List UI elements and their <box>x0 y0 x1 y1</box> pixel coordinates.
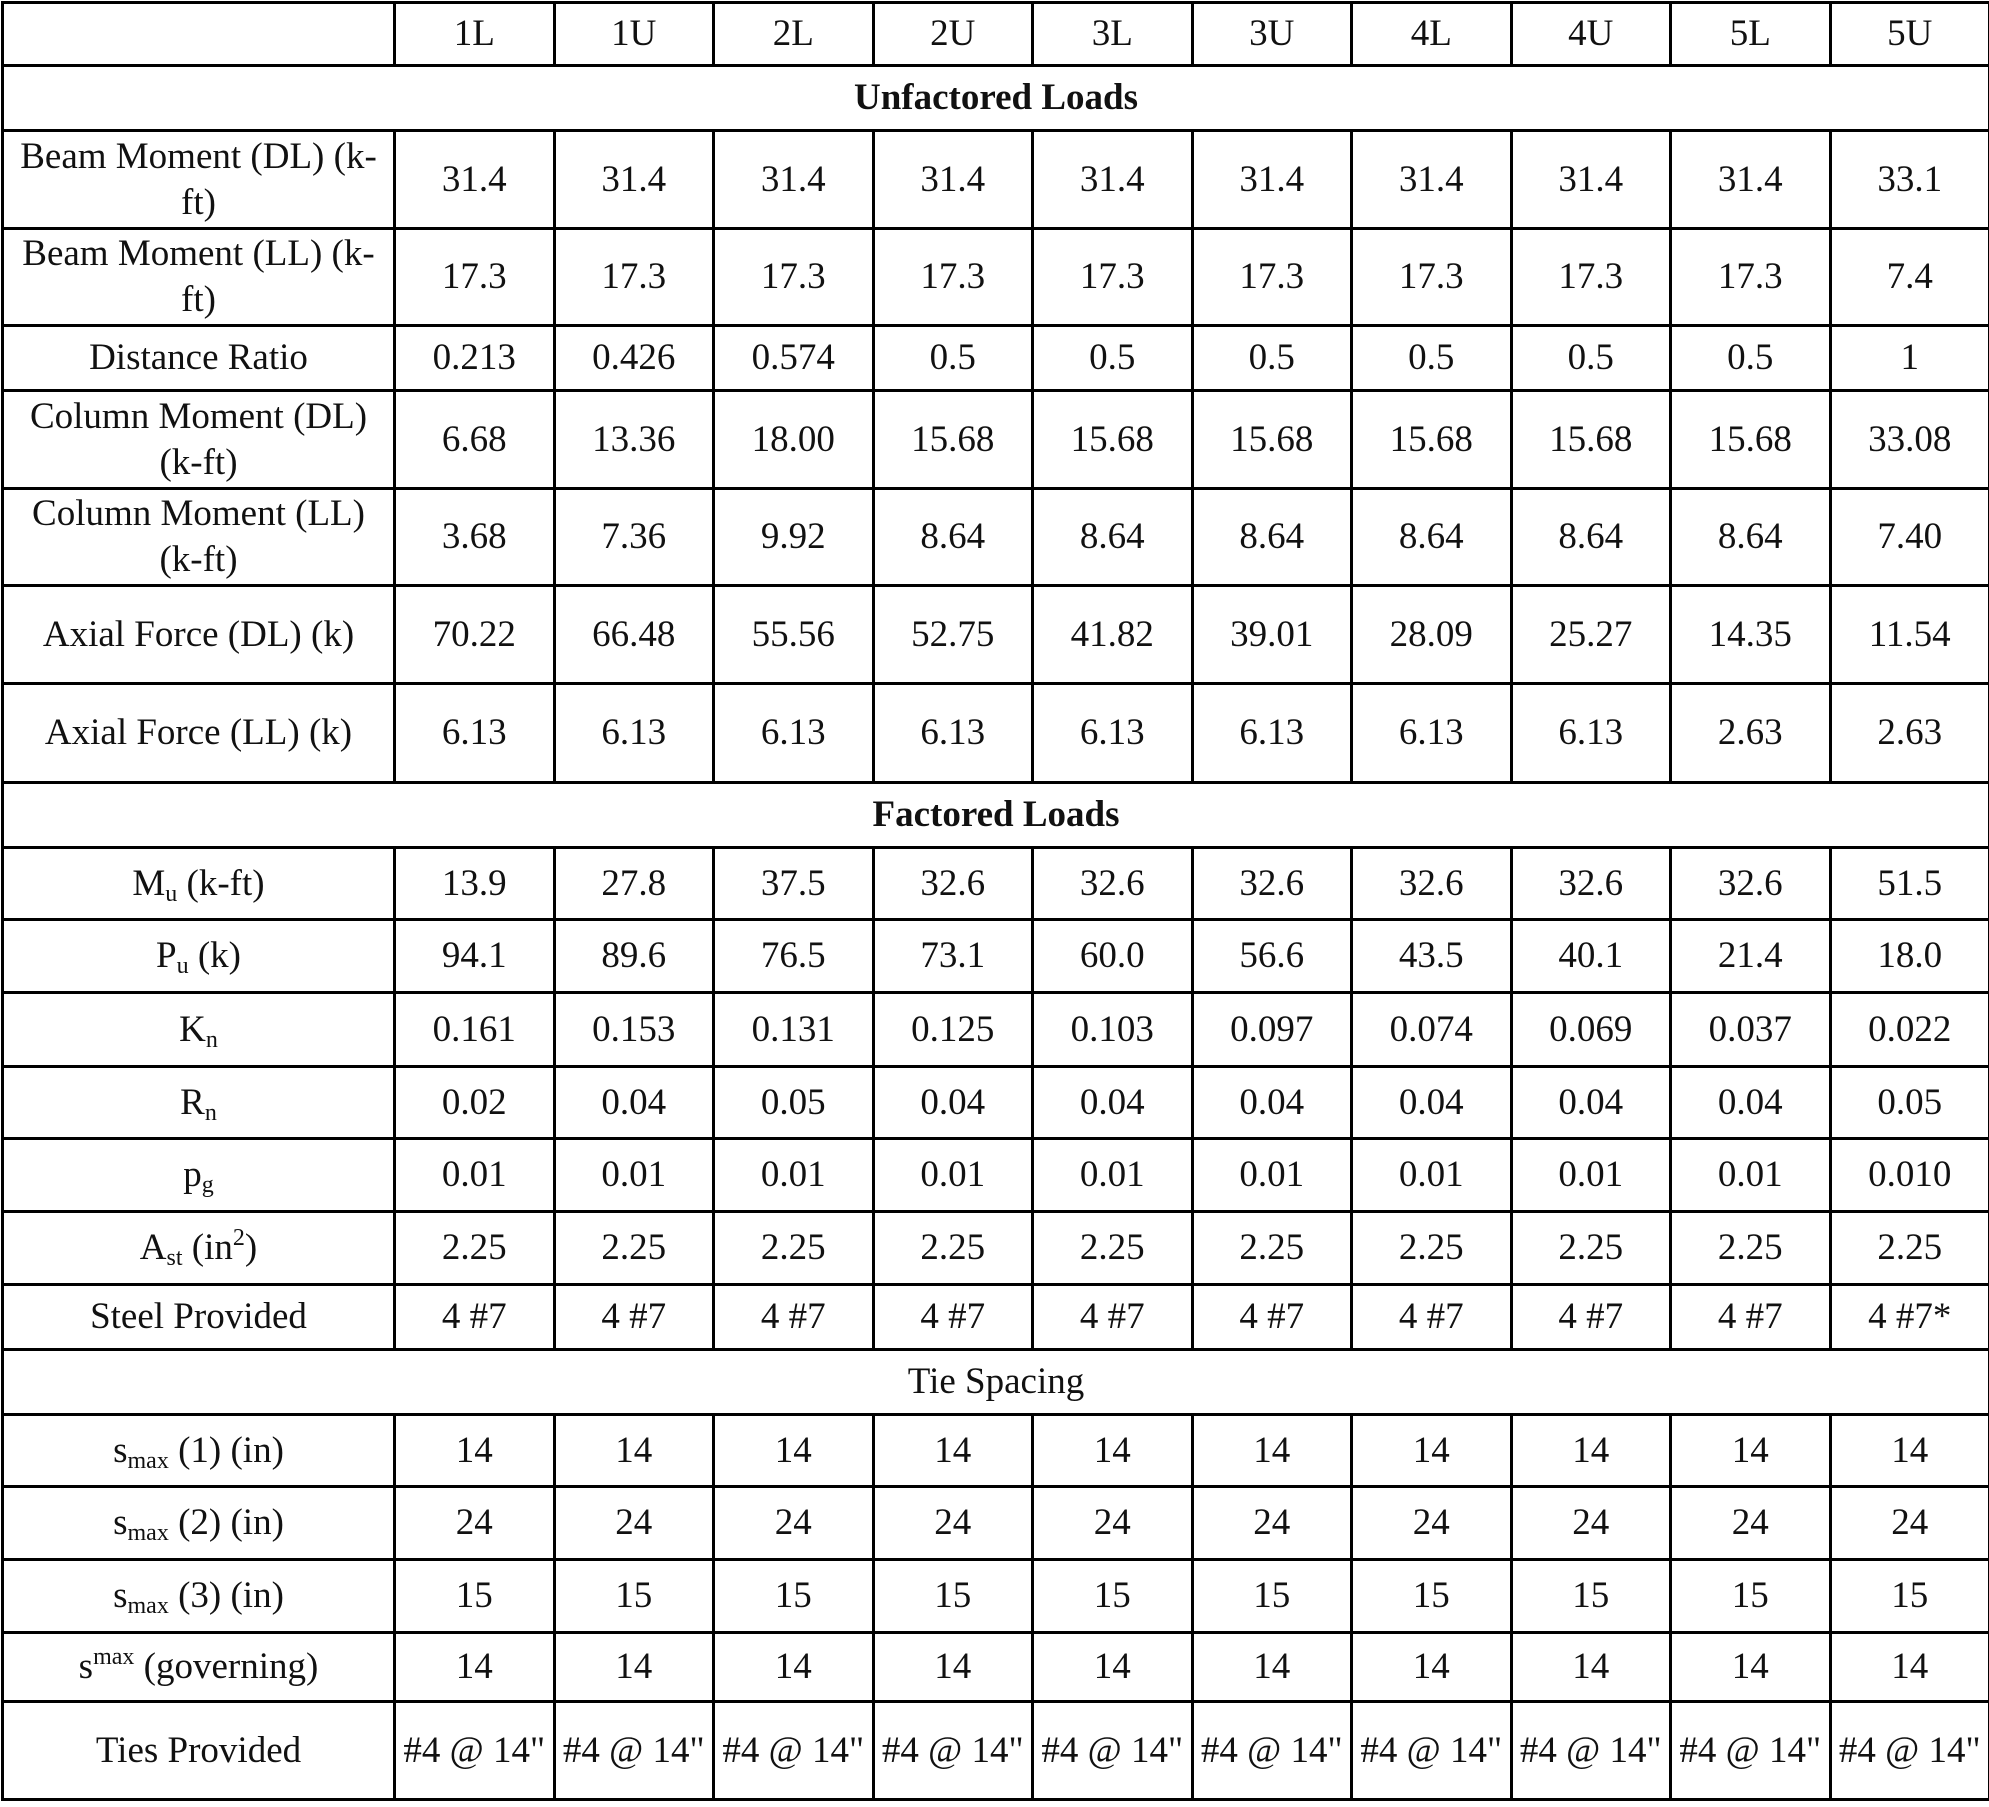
value-cell: 15 <box>1511 1560 1671 1633</box>
label-subscript: n <box>205 1026 218 1053</box>
label-subscript: u <box>165 880 178 907</box>
value-cell: 14 <box>1352 1415 1512 1487</box>
value-cell: 27.8 <box>554 848 714 920</box>
value-cell: 24 <box>1830 1487 1989 1560</box>
value-cell: 7.36 <box>554 489 714 586</box>
row-label: Column Moment (LL) (k-ft) <box>3 489 395 586</box>
value-cell: #4 @ 14" <box>1511 1702 1671 1800</box>
value-cell: 0.05 <box>714 1067 874 1139</box>
value-cell: 14 <box>1192 1415 1352 1487</box>
table-row-ast <box>3 1212 1989 1285</box>
value-cell: 6.13 <box>1033 684 1193 783</box>
value-cell: 2.25 <box>1352 1212 1512 1285</box>
table-row-ties <box>3 1702 1989 1800</box>
value-cell: 14 <box>873 1633 1033 1702</box>
value-cell: 15 <box>554 1560 714 1633</box>
label-superscript: max <box>93 1644 135 1670</box>
column-header: 4U <box>1511 3 1671 66</box>
label-unit: (3) (in) <box>168 1575 284 1616</box>
value-cell: 4 #7 <box>1671 1285 1831 1350</box>
value-cell: 15.68 <box>1671 391 1831 489</box>
row-label: Ties Provided <box>3 1702 395 1800</box>
value-cell: 2.25 <box>1192 1212 1352 1285</box>
value-cell: 14 <box>395 1633 555 1702</box>
value-cell: 2.25 <box>1511 1212 1671 1285</box>
value-cell: 4 #7 <box>1033 1285 1193 1350</box>
value-cell: 7.40 <box>1830 489 1989 586</box>
value-cell: #4 @ 14" <box>395 1702 555 1800</box>
value-cell: 60.0 <box>1033 920 1193 993</box>
value-cell: 43.5 <box>1352 920 1512 993</box>
value-cell: 51.5 <box>1830 848 1989 920</box>
value-cell: 6.13 <box>395 684 555 783</box>
label-symbol: P <box>156 935 177 976</box>
value-cell: 0.213 <box>395 326 555 391</box>
value-cell: 14 <box>1830 1633 1989 1702</box>
value-cell: 0.097 <box>1192 993 1352 1067</box>
table-row-axial-ll <box>3 684 1989 783</box>
section-heading: Unfactored Loads <box>3 66 1989 131</box>
table-row-smax2 <box>3 1487 1989 1560</box>
column-header: 2U <box>873 3 1033 66</box>
value-cell: 0.05 <box>1830 1067 1989 1139</box>
value-cell: 24 <box>1671 1487 1831 1560</box>
value-cell: 31.4 <box>1511 131 1671 229</box>
value-cell: 0.01 <box>554 1139 714 1212</box>
value-cell: 17.3 <box>1352 229 1512 326</box>
label-unit: (governing) <box>134 1646 319 1687</box>
value-cell: 14 <box>1830 1415 1989 1487</box>
label-symbol: p <box>183 1154 202 1195</box>
label-unit: (k) <box>188 935 241 976</box>
value-cell: 18.00 <box>714 391 874 489</box>
value-cell: 0.02 <box>395 1067 555 1139</box>
label-subscript: max <box>127 1520 169 1546</box>
column-header: 3L <box>1033 3 1193 66</box>
table-row-col-ll <box>3 489 1989 586</box>
value-cell: 33.08 <box>1830 391 1989 489</box>
value-cell: 15 <box>1033 1560 1193 1633</box>
value-cell: 15.68 <box>1511 391 1671 489</box>
section-row-ties <box>3 1350 1989 1415</box>
value-cell: 21.4 <box>1671 920 1831 993</box>
value-cell: 24 <box>1033 1487 1193 1560</box>
value-cell: 0.01 <box>1671 1139 1831 1212</box>
value-cell: 0.01 <box>395 1139 555 1212</box>
value-cell: 0.074 <box>1352 993 1512 1067</box>
label-symbol: s <box>78 1646 94 1687</box>
value-cell: 0.125 <box>873 993 1033 1067</box>
value-cell: 15.68 <box>1033 391 1193 489</box>
value-cell: 24 <box>1352 1487 1512 1560</box>
row-label: Beam Moment (DL) (k-ft) <box>3 131 395 229</box>
header-corner-cell <box>3 3 395 66</box>
value-cell: 31.4 <box>1671 131 1831 229</box>
table-row-rn <box>3 1067 1989 1139</box>
value-cell: 15 <box>873 1560 1033 1633</box>
value-cell: 2.25 <box>395 1212 555 1285</box>
value-cell: 0.5 <box>1352 326 1512 391</box>
value-cell: 32.6 <box>1352 848 1512 920</box>
value-cell: 94.1 <box>395 920 555 993</box>
value-cell: 40.1 <box>1511 920 1671 993</box>
value-cell: 17.3 <box>714 229 874 326</box>
value-cell: 2.63 <box>1830 684 1989 783</box>
value-cell: 31.4 <box>873 131 1033 229</box>
value-cell: 17.3 <box>554 229 714 326</box>
row-label <box>3 920 395 993</box>
value-cell: #4 @ 14" <box>714 1702 874 1800</box>
value-cell: 31.4 <box>395 131 555 229</box>
value-cell: 6.68 <box>395 391 555 489</box>
column-header: 3U <box>1192 3 1352 66</box>
value-cell: 14 <box>1671 1415 1831 1487</box>
value-cell: 14 <box>1511 1415 1671 1487</box>
label-end: ) <box>244 1227 258 1268</box>
value-cell: #4 @ 14" <box>1352 1702 1512 1800</box>
label-unit: (2) (in) <box>168 1502 284 1543</box>
value-cell: 24 <box>714 1487 874 1560</box>
value-cell: 6.13 <box>1352 684 1512 783</box>
value-cell: 0.04 <box>873 1067 1033 1139</box>
value-cell: 4 #7 <box>395 1285 555 1350</box>
value-cell: 2.25 <box>714 1212 874 1285</box>
label-symbol: K <box>179 1008 206 1050</box>
value-cell: #4 @ 14" <box>554 1702 714 1800</box>
value-cell: 15.68 <box>873 391 1033 489</box>
table-row-smax-gov <box>3 1633 1989 1702</box>
value-cell: 0.131 <box>714 993 874 1067</box>
value-cell: 31.4 <box>1352 131 1512 229</box>
value-cell: 8.64 <box>873 489 1033 586</box>
value-cell: 0.010 <box>1830 1139 1989 1212</box>
row-label <box>3 993 395 1067</box>
value-cell: 0.04 <box>1671 1067 1831 1139</box>
value-cell: 15 <box>1671 1560 1831 1633</box>
value-cell: #4 @ 14" <box>1671 1702 1831 1800</box>
value-cell: 15.68 <box>1352 391 1512 489</box>
value-cell: 17.3 <box>1671 229 1831 326</box>
value-cell: 24 <box>1511 1487 1671 1560</box>
table-row-smax3 <box>3 1560 1989 1633</box>
value-cell: 0.5 <box>1192 326 1352 391</box>
value-cell: 0.01 <box>1511 1139 1671 1212</box>
value-cell: 6.13 <box>873 684 1033 783</box>
value-cell: 14 <box>1192 1633 1352 1702</box>
value-cell: 6.13 <box>714 684 874 783</box>
value-cell: 14 <box>1033 1633 1193 1702</box>
value-cell: 14 <box>1511 1633 1671 1702</box>
value-cell: 0.01 <box>1352 1139 1512 1212</box>
value-cell: 0.153 <box>554 993 714 1067</box>
value-cell: 14 <box>714 1415 874 1487</box>
value-cell: 15 <box>1192 1560 1352 1633</box>
label-subscript: st <box>166 1245 183 1271</box>
value-cell: 13.9 <box>395 848 555 920</box>
label-subscript: n <box>204 1099 217 1126</box>
value-cell: 14 <box>395 1415 555 1487</box>
value-cell: 31.4 <box>1192 131 1352 229</box>
value-cell: 31.4 <box>1033 131 1193 229</box>
header-row <box>3 3 1989 66</box>
row-label: Column Moment (DL) (k-ft) <box>3 391 395 489</box>
column-header: 2L <box>714 3 874 66</box>
value-cell: 14.35 <box>1671 586 1831 684</box>
value-cell: 0.04 <box>1511 1067 1671 1139</box>
value-cell: 6.13 <box>554 684 714 783</box>
value-cell: 32.6 <box>1671 848 1831 920</box>
value-cell: 4 #7 <box>554 1285 714 1350</box>
value-cell: 55.56 <box>714 586 874 684</box>
value-cell: 14 <box>1352 1633 1512 1702</box>
table-row-axial-dl <box>3 586 1989 684</box>
value-cell: 32.6 <box>873 848 1033 920</box>
label-symbol: M <box>132 862 166 904</box>
value-cell: 15.68 <box>1192 391 1352 489</box>
value-cell: 14 <box>554 1415 714 1487</box>
value-cell: 25.27 <box>1511 586 1671 684</box>
label-symbol: s <box>113 1575 128 1616</box>
value-cell: 6.13 <box>1511 684 1671 783</box>
value-cell: 14 <box>1033 1415 1193 1487</box>
value-cell: 0.022 <box>1830 993 1989 1067</box>
value-cell: 18.0 <box>1830 920 1989 993</box>
value-cell: 15 <box>1830 1560 1989 1633</box>
value-cell: 17.3 <box>1033 229 1193 326</box>
value-cell: 0.04 <box>1192 1067 1352 1139</box>
table-row-beam-dl <box>3 131 1989 229</box>
value-cell: 17.3 <box>1192 229 1352 326</box>
table-row-kn <box>3 993 1989 1067</box>
value-cell: 41.82 <box>1033 586 1193 684</box>
label-symbol: s <box>113 1429 128 1471</box>
value-cell: 0.5 <box>873 326 1033 391</box>
value-cell: 4 #7 <box>714 1285 874 1350</box>
row-label: Distance Ratio <box>3 326 395 391</box>
value-cell: 14 <box>1671 1633 1831 1702</box>
value-cell: 4 #7* <box>1830 1285 1989 1350</box>
value-cell: 14 <box>554 1633 714 1702</box>
value-cell: 13.36 <box>554 391 714 489</box>
label-symbol: R <box>180 1081 205 1123</box>
value-cell: 24 <box>873 1487 1033 1560</box>
value-cell: 0.426 <box>554 326 714 391</box>
value-cell: #4 @ 14" <box>1192 1702 1352 1800</box>
row-label <box>3 1560 395 1633</box>
row-label: Beam Moment (LL) (k-ft) <box>3 229 395 326</box>
table-row-beam-ll <box>3 229 1989 326</box>
value-cell: 52.75 <box>873 586 1033 684</box>
label-unit: (k-ft) <box>177 862 265 904</box>
value-cell: 56.6 <box>1192 920 1352 993</box>
value-cell: 0.069 <box>1511 993 1671 1067</box>
value-cell: 73.1 <box>873 920 1033 993</box>
value-cell: 17.3 <box>1511 229 1671 326</box>
column-header: 5U <box>1830 3 1989 66</box>
row-label <box>3 1415 395 1487</box>
value-cell: 8.64 <box>1192 489 1352 586</box>
section-row-unfactored <box>3 66 1989 131</box>
table-row-steel <box>3 1285 1989 1350</box>
column-header: 1L <box>395 3 555 66</box>
value-cell: 32.6 <box>1511 848 1671 920</box>
value-cell: 8.64 <box>1671 489 1831 586</box>
value-cell: 24 <box>554 1487 714 1560</box>
column-header: 4L <box>1352 3 1512 66</box>
value-cell: 0.01 <box>1033 1139 1193 1212</box>
value-cell: 0.01 <box>714 1139 874 1212</box>
value-cell: 15 <box>714 1560 874 1633</box>
value-cell: 8.64 <box>1033 489 1193 586</box>
value-cell: 33.1 <box>1830 131 1989 229</box>
table-row-smax1 <box>3 1415 1989 1487</box>
label-superscript: 2 <box>232 1225 245 1251</box>
row-label <box>3 1633 395 1702</box>
value-cell: 0.01 <box>1192 1139 1352 1212</box>
column-header: 1U <box>554 3 714 66</box>
column-design-table <box>1 1 1989 1801</box>
label-subscript: g <box>201 1172 214 1198</box>
value-cell: 0.037 <box>1671 993 1831 1067</box>
table-row-mu <box>3 848 1989 920</box>
value-cell: 0.103 <box>1033 993 1193 1067</box>
section-heading: Factored Loads <box>3 783 1989 848</box>
value-cell: #4 @ 14" <box>1033 1702 1193 1800</box>
value-cell: 31.4 <box>554 131 714 229</box>
value-cell: 37.5 <box>714 848 874 920</box>
value-cell: 0.5 <box>1671 326 1831 391</box>
value-cell: 4 #7 <box>873 1285 1033 1350</box>
row-label <box>3 1487 395 1560</box>
section-heading: Tie Spacing <box>3 1350 1989 1415</box>
row-label <box>3 1067 395 1139</box>
value-cell: 8.64 <box>1511 489 1671 586</box>
value-cell: 70.22 <box>395 586 555 684</box>
row-label <box>3 1212 395 1285</box>
value-cell: 11.54 <box>1830 586 1989 684</box>
value-cell: 2.63 <box>1671 684 1831 783</box>
value-cell: 28.09 <box>1352 586 1512 684</box>
table-row-pu <box>3 920 1989 993</box>
value-cell: 0.01 <box>873 1139 1033 1212</box>
value-cell: 2.25 <box>554 1212 714 1285</box>
column-header: 5L <box>1671 3 1831 66</box>
label-subscript: max <box>127 1447 169 1474</box>
value-cell: 24 <box>1192 1487 1352 1560</box>
value-cell: #4 @ 14" <box>1830 1702 1989 1800</box>
value-cell: 14 <box>873 1415 1033 1487</box>
value-cell: 0.04 <box>1352 1067 1512 1139</box>
value-cell: 31.4 <box>714 131 874 229</box>
value-cell: 32.6 <box>1192 848 1352 920</box>
value-cell: 89.6 <box>554 920 714 993</box>
value-cell: 14 <box>714 1633 874 1702</box>
value-cell: 9.92 <box>714 489 874 586</box>
value-cell: 0.574 <box>714 326 874 391</box>
table-row-distance-ratio <box>3 326 1989 391</box>
row-label <box>3 848 395 920</box>
value-cell: #4 @ 14" <box>873 1702 1033 1800</box>
value-cell: 0.5 <box>1511 326 1671 391</box>
label-symbol: s <box>113 1502 128 1543</box>
value-cell: 66.48 <box>554 586 714 684</box>
table-row-col-dl <box>3 391 1989 489</box>
value-cell: 17.3 <box>395 229 555 326</box>
row-label: Axial Force (DL) (k) <box>3 586 395 684</box>
value-cell: 15 <box>1352 1560 1512 1633</box>
value-cell: 15 <box>395 1560 555 1633</box>
label-unit: (1) (in) <box>168 1429 284 1471</box>
value-cell: 24 <box>395 1487 555 1560</box>
row-label: Steel Provided <box>3 1285 395 1350</box>
value-cell: 2.25 <box>1033 1212 1193 1285</box>
label-subscript: u <box>176 953 189 979</box>
label-subscript: max <box>127 1593 169 1619</box>
row-label <box>3 1139 395 1212</box>
value-cell: 4 #7 <box>1192 1285 1352 1350</box>
value-cell: 4 #7 <box>1511 1285 1671 1350</box>
label-unit: (in <box>182 1227 233 1268</box>
value-cell: 32.6 <box>1033 848 1193 920</box>
value-cell: 39.01 <box>1192 586 1352 684</box>
value-cell: 6.13 <box>1192 684 1352 783</box>
value-cell: 3.68 <box>395 489 555 586</box>
value-cell: 76.5 <box>714 920 874 993</box>
value-cell: 0.5 <box>1033 326 1193 391</box>
row-label: Axial Force (LL) (k) <box>3 684 395 783</box>
label-symbol: A <box>139 1227 167 1268</box>
value-cell: 17.3 <box>873 229 1033 326</box>
value-cell: 2.25 <box>1830 1212 1989 1285</box>
value-cell: 4 #7 <box>1352 1285 1512 1350</box>
table-row-pg <box>3 1139 1989 1212</box>
value-cell: 7.4 <box>1830 229 1989 326</box>
value-cell: 8.64 <box>1352 489 1512 586</box>
value-cell: 0.04 <box>554 1067 714 1139</box>
value-cell: 2.25 <box>1671 1212 1831 1285</box>
section-row-factored <box>3 783 1989 848</box>
value-cell: 0.161 <box>395 993 555 1067</box>
value-cell: 2.25 <box>873 1212 1033 1285</box>
value-cell: 0.04 <box>1033 1067 1193 1139</box>
value-cell: 1 <box>1830 326 1989 391</box>
